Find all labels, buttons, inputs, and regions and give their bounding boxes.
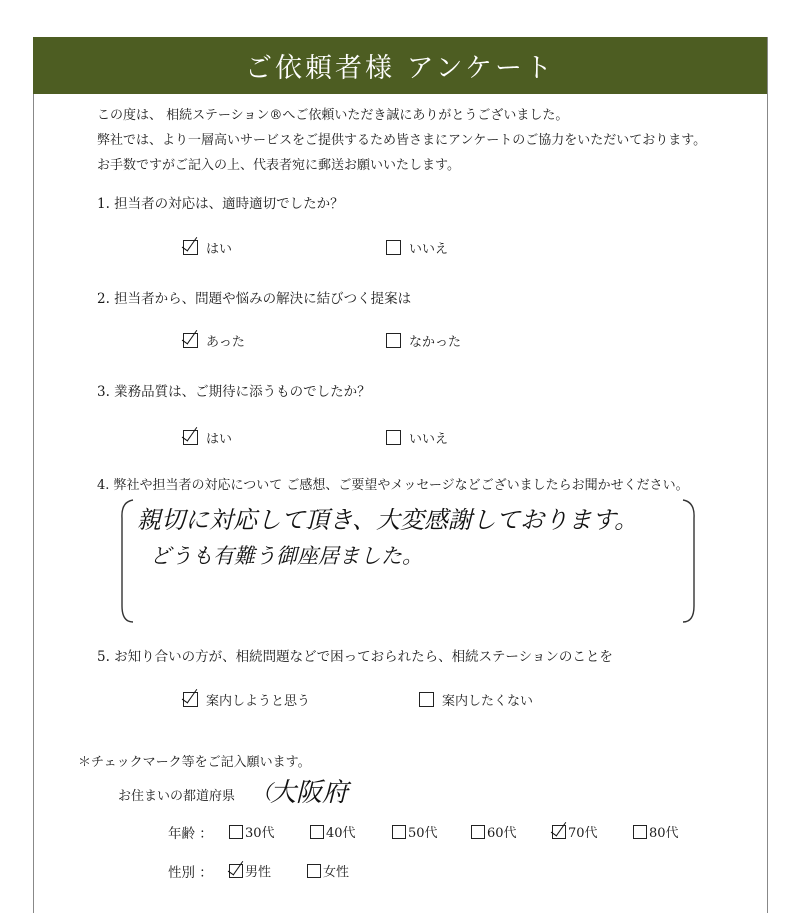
option-label: 30代 <box>245 826 275 841</box>
q2-option-no[interactable] <box>386 331 461 350</box>
prefecture-value[interactable]: 大阪府 <box>270 778 349 808</box>
age-option[interactable] <box>552 822 598 841</box>
question-1: 1. 担当者の対応は、適時適切でしたか？ <box>97 196 344 212</box>
checkbox-icon[interactable] <box>386 333 401 348</box>
gender-option[interactable] <box>229 861 271 880</box>
gender-option[interactable] <box>307 861 349 880</box>
gender-label: 性別 ： <box>168 865 213 881</box>
age-option[interactable] <box>229 822 275 841</box>
intro-line: お手数ですがご記入の上、代表者宛に郵送お願いいたします。 <box>97 158 460 173</box>
prefecture-label: お住まいの都道府県 <box>118 789 236 804</box>
q5-option-yes[interactable] <box>183 690 310 709</box>
checkbox-checked-icon[interactable] <box>552 825 566 839</box>
checkbox-checked-icon[interactable] <box>229 864 243 878</box>
checkbox-icon[interactable] <box>386 430 401 445</box>
option-label: 70代 <box>568 826 598 841</box>
checkbox-icon[interactable] <box>633 825 647 839</box>
option-label: いいえ <box>409 242 449 257</box>
age-option[interactable] <box>392 822 438 841</box>
option-label: あった <box>206 335 245 350</box>
q3-option-yes[interactable] <box>183 428 232 447</box>
age-option[interactable] <box>633 822 679 841</box>
question-3: 3. 業務品質は、ご期待に添うものでしたか？ <box>97 384 371 400</box>
comment-line: 親切に対応して頂き、大変感謝しております。 <box>137 506 639 534</box>
age-option[interactable] <box>310 822 356 841</box>
intro-text <box>97 103 706 178</box>
q3-option-no[interactable] <box>386 428 448 447</box>
q5-option-no[interactable] <box>419 690 533 709</box>
q1-option-yes[interactable] <box>183 238 232 257</box>
comment-line: どうも有難う御座居ました。 <box>150 544 423 568</box>
option-label: 40代 <box>326 826 356 841</box>
option-label: 男性 <box>245 865 272 880</box>
q1-option-no[interactable] <box>386 238 448 257</box>
page-title: ご依頼者様 アンケート <box>33 37 767 94</box>
checkbox-icon[interactable] <box>386 240 401 255</box>
option-label: はい <box>206 242 233 257</box>
option-label: はい <box>206 432 233 447</box>
option-label: いいえ <box>409 432 449 447</box>
option-label: 案内したくない <box>442 694 534 709</box>
q2-option-yes[interactable] <box>183 331 245 350</box>
intro-line: この度は、 相続ステーション®へご依頼いただき誠にありがとうございました。 <box>97 108 569 123</box>
checkbox-icon[interactable] <box>307 864 321 878</box>
checkmark-note: ＊チェックマーク等をご記入願います。 <box>78 755 311 770</box>
age-label: 年齢 ： <box>168 826 213 842</box>
question-2: 2. 担当者から、問題や悩みの解決に結びつく提案は <box>97 291 412 307</box>
option-label: 60代 <box>487 826 517 841</box>
intro-line: 弊社では、より一層高いサービスをご提供するため皆さまにアンケートのご協力をいただいております。 <box>97 133 707 148</box>
checkbox-icon[interactable] <box>310 825 324 839</box>
option-label: 50代 <box>408 826 438 841</box>
question-4: 4. 弊社や担当者の対応について ご感想、ご要望やメッセージなどございましたらお聞かせください。 <box>97 478 689 493</box>
checkbox-icon[interactable] <box>471 825 485 839</box>
prefecture-paren: （ <box>252 780 272 804</box>
checkbox-checked-icon[interactable] <box>183 240 198 255</box>
age-option[interactable] <box>471 822 517 841</box>
checkbox-checked-icon[interactable] <box>183 430 198 445</box>
checkbox-checked-icon[interactable] <box>183 692 198 707</box>
checkbox-icon[interactable] <box>419 692 434 707</box>
option-label: なかった <box>409 335 462 350</box>
question-5: 5. お知り合いの方が、相続問題などで困っておられたら、相続ステーションのことを <box>97 649 613 665</box>
option-label: 女性 <box>323 865 350 880</box>
checkbox-icon[interactable] <box>229 825 243 839</box>
option-label: 80代 <box>649 826 679 841</box>
option-label: 案内しようと思う <box>206 694 311 709</box>
checkbox-checked-icon[interactable] <box>183 333 198 348</box>
checkbox-icon[interactable] <box>392 825 406 839</box>
